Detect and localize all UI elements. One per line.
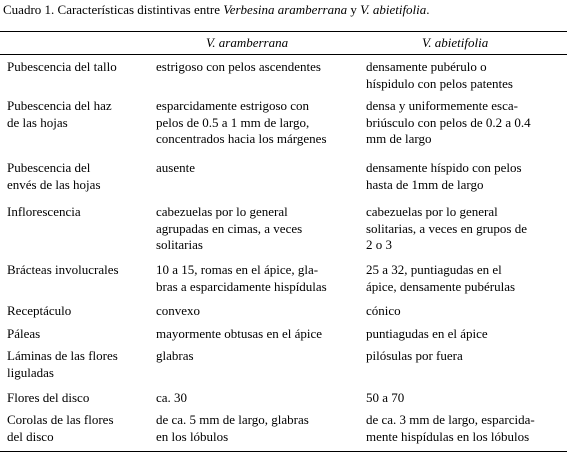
cell-line: convexo [156,303,201,318]
aramberrana-cell [156,262,327,295]
cell-line: de las hojas [7,114,68,130]
caption-prefix: Cuadro 1. Características distintivas entre [3,2,224,17]
cell-line: pilósulas por fuera [366,348,463,363]
cell-line: cabezuelas por lo general [366,204,498,219]
header-abietifolia: V. abietifolia [422,35,489,50]
aramberrana-cell [156,160,195,177]
character-cell [7,204,81,221]
cell-line: híspidulo con pelos patentes [366,75,513,91]
aramberrana-cell [156,204,302,254]
cell-line: Láminas de las flores [7,348,118,363]
abietifolia-cell [366,303,401,320]
cell-line: envés de las hojas [7,176,101,192]
cell-line: Pubescencia del haz [7,98,112,113]
cell-line: mente hispídulas en los lóbulos [366,428,530,444]
cell-line: pelos de 0.5 a 1 mm de largo, [156,114,310,130]
cell-line: mayormente obtusas en el ápice [156,326,323,341]
abietifolia-cell [366,98,531,148]
cell-line: en los lóbulos [156,428,229,444]
caption-species-a: Verbesina aramberrana [223,2,348,17]
cell-line: Receptáculo [7,303,72,318]
aramberrana-cell [156,303,200,320]
cell-line: ápice, densamente pubérulas [366,278,516,294]
character-cell [7,262,119,279]
table-top-rule [0,31,567,32]
cell-line: 10 a 15, romas en el ápice, gla- [156,262,319,277]
aramberrana-cell [156,348,194,365]
cell-line: mm de largo [366,131,432,146]
aramberrana-cell [156,390,187,407]
cell-line: Flores del disco [7,390,90,405]
cell-line: Corolas de las flores [7,412,114,427]
aramberrana-cell [156,98,327,148]
table-bottom-rule [0,451,567,452]
character-cell [7,412,114,445]
cell-line: densamente pubérulo o [366,59,487,74]
abietifolia-cell [366,326,488,343]
table-header-rule [0,54,567,55]
cell-line: cabezuelas por lo general [156,204,288,219]
cell-line: 25 a 32, puntiagudas en el [366,262,502,277]
aramberrana-cell [156,59,321,76]
cell-line: de ca. 5 mm de largo, glabras [156,412,309,427]
character-cell [7,98,112,131]
cell-line: Páleas [7,326,41,341]
abietifolia-cell [366,412,535,445]
character-cell [7,348,118,381]
cell-line: estrigoso con pelos ascendentes [156,59,321,74]
table-caption [3,2,430,18]
abietifolia-cell [366,59,513,92]
character-cell [7,390,89,407]
cell-line: Brácteas involucrales [7,262,119,277]
cell-line: esparcidamente estrigoso con [156,98,310,113]
cell-line: 2 o 3 [366,237,392,252]
cell-line: 50 a 70 [366,390,405,405]
cell-line: solitarias [156,237,203,252]
caption-conjunction: y [347,2,361,17]
cell-line: densa y uniformemente esca- [366,98,518,113]
caption-species-b: V. abietifolia [360,2,427,17]
aramberrana-cell [156,326,322,343]
character-cell [7,160,101,193]
cell-line: briúsculo con pelos de 0.2 a 0.4 [366,114,531,130]
cell-line: densamente híspido con pelos [366,160,522,175]
abietifolia-cell [366,160,522,193]
cell-line: del disco [7,428,54,444]
cell-line: liguladas [7,364,54,380]
cell-line: hasta de 1mm de largo [366,176,484,192]
cell-line: ausente [156,160,195,175]
cell-line: Inflorescencia [7,204,81,219]
cell-line: puntiagudas en el ápice [366,326,488,341]
abietifolia-cell [366,348,463,365]
cell-line: ca. 30 [156,390,188,405]
cell-line: concentrados hacia los márgenes [156,131,327,146]
cell-line: bras a esparcidamente hispídulas [156,278,327,294]
aramberrana-cell [156,412,309,445]
cell-line: Pubescencia del [7,160,91,175]
cell-line: cónico [366,303,401,318]
abietifolia-cell [366,204,527,254]
cell-line: Pubescencia del tallo [7,59,117,74]
header-aramberrana: V. aramberrana [206,35,289,50]
abietifolia-cell [366,390,404,407]
caption-suffix: . [426,2,430,17]
cell-line: glabras [156,348,194,363]
character-cell [7,326,40,343]
cell-line: agrupadas en cimas, a veces [156,220,303,236]
abietifolia-cell [366,262,515,295]
cell-line: solitarias, a veces en grupos de [366,220,528,236]
cell-line: de ca. 3 mm de largo, esparcida- [366,412,535,427]
character-cell [7,303,71,320]
character-cell [7,59,117,76]
